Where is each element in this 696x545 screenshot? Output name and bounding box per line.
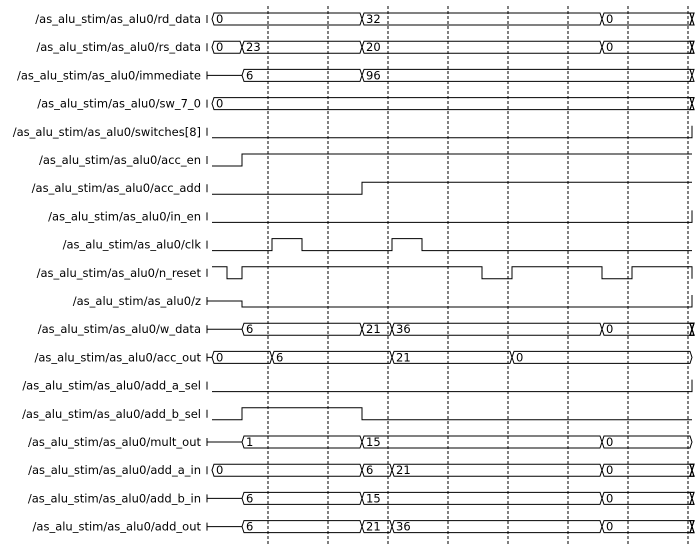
bus-value: 0 [606, 322, 614, 337]
signal-row[interactable] [32, 181, 692, 195]
bus-segment [272, 351, 392, 363]
bus-value: 96 [366, 68, 381, 83]
bus-segment [242, 521, 362, 533]
signal-name[interactable]: /as_alu_stim/as_alu0/w_data [37, 322, 201, 337]
bus-segment [602, 13, 692, 25]
signal-row[interactable] [73, 294, 692, 308]
signal-name[interactable]: /as_alu_stim/as_alu0/z [72, 294, 201, 308]
signal-row[interactable] [17, 68, 694, 82]
signal-row[interactable] [35, 12, 694, 26]
signal-row[interactable] [28, 463, 694, 477]
bus-value: 0 [216, 96, 224, 111]
bus-segment [690, 13, 694, 25]
signal-row[interactable] [22, 379, 692, 393]
signal-row[interactable] [33, 520, 694, 534]
bus-value: 36 [396, 322, 411, 337]
signal-row[interactable] [28, 491, 694, 505]
bus-segment [690, 69, 694, 81]
bit-waveform [212, 267, 692, 279]
bus-value: 0 [216, 350, 224, 365]
signal-row[interactable] [22, 407, 692, 421]
signal-row[interactable] [48, 209, 692, 223]
signal-name[interactable]: /as_alu_stim/as_alu0/rs_data [36, 40, 201, 55]
bus-value: 21 [396, 350, 411, 365]
signal-name[interactable]: /as_alu_stim/as_alu0/acc_out [34, 350, 201, 365]
signal-name[interactable]: /as_alu_stim/as_alu0/acc_en [38, 153, 201, 167]
bus-segment [690, 323, 694, 335]
signal-rows [13, 12, 694, 534]
bus-segment [242, 69, 362, 81]
bus-segment [242, 492, 362, 504]
bus-segment [602, 41, 692, 53]
bus-value: 23 [246, 40, 261, 55]
bus-value: 36 [396, 519, 411, 534]
bus-value: 6 [246, 519, 254, 534]
signal-name[interactable]: /as_alu_stim/as_alu0/sw_7_0 [37, 96, 201, 111]
bus-value: 6 [246, 491, 254, 506]
bus-segment [362, 492, 602, 504]
bus-segment [212, 13, 362, 25]
bus-value: 0 [606, 491, 614, 506]
signal-name[interactable]: /as_alu_stim/as_alu0/n_reset [36, 265, 201, 280]
bus-segment [392, 521, 602, 533]
bus-value: 0 [516, 350, 524, 365]
bit-waveform [212, 210, 692, 222]
signal-row[interactable] [39, 153, 692, 167]
bus-value: 0 [606, 12, 614, 26]
signal-row[interactable] [38, 322, 694, 336]
bus-value: 6 [276, 350, 284, 365]
signal-row[interactable] [34, 350, 692, 364]
bus-segment [690, 98, 694, 110]
bus-value: 0 [606, 463, 614, 478]
bus-segment [602, 521, 692, 533]
signal-row[interactable] [36, 40, 694, 54]
bus-segment [690, 521, 694, 533]
signal-name[interactable]: /as_alu_stim/as_alu0/clk [62, 237, 201, 252]
bus-segment [690, 41, 694, 53]
bus-value: 6 [246, 68, 254, 83]
signal-name[interactable]: /as_alu_stim/as_alu0/rd_data [35, 12, 201, 26]
bus-segment [242, 436, 362, 448]
bus-segment [602, 323, 692, 335]
signal-row[interactable] [13, 125, 692, 139]
signal-row[interactable] [37, 266, 692, 280]
bus-segment [362, 41, 602, 53]
signal-name[interactable]: /as_alu_stim/as_alu0/add_out [32, 519, 201, 534]
bus-segment [602, 492, 692, 504]
signal-name[interactable]: /as_alu_stim/as_alu0/switches[8] [12, 124, 201, 139]
bit-waveform [212, 408, 692, 420]
signal-name[interactable]: /as_alu_stim/as_alu0/add_b_sel [22, 406, 201, 421]
signal-name[interactable]: /as_alu_stim/as_alu0/immediate [16, 68, 201, 83]
bus-segment [362, 69, 692, 81]
signal-name[interactable]: /as_alu_stim/as_alu0/mult_out [27, 435, 201, 449]
bus-value: 6 [246, 322, 254, 337]
bus-segment [242, 323, 362, 335]
bit-waveform [212, 182, 692, 194]
bus-segment [212, 464, 362, 476]
bit-waveform [212, 380, 692, 392]
signal-name[interactable]: /as_alu_stim/as_alu0/in_en [48, 209, 201, 224]
signal-name[interactable]: /as_alu_stim/as_alu0/add_a_sel [22, 378, 201, 393]
bus-segment [690, 492, 694, 504]
bus-segment [212, 98, 692, 110]
bit-waveform [212, 154, 692, 166]
bus-value: 15 [366, 491, 381, 506]
bus-value: 0 [606, 40, 614, 55]
bus-value: 21 [396, 463, 411, 478]
bus-value: 21 [366, 322, 381, 337]
bus-value: 0 [216, 463, 224, 478]
signal-name[interactable]: /as_alu_stim/as_alu0/add_b_in [27, 491, 201, 506]
signal-name[interactable]: /as_alu_stim/as_alu0/add_a_in [28, 463, 201, 478]
signal-row[interactable] [28, 435, 692, 449]
bus-value: 1 [246, 435, 254, 449]
bus-value: 32 [366, 12, 381, 26]
bus-segment [602, 464, 692, 476]
bus-segment [362, 436, 602, 448]
bus-value: 0 [216, 40, 224, 55]
bus-segment [392, 323, 602, 335]
bus-segment [690, 464, 694, 476]
bit-waveform [212, 126, 692, 138]
bus-segment [362, 13, 602, 25]
bus-value: 0 [216, 12, 224, 26]
bus-segment [512, 351, 692, 363]
bus-segment [602, 436, 692, 448]
bus-value: 20 [366, 40, 381, 55]
bus-segment [392, 464, 602, 476]
bus-value: 21 [366, 519, 381, 534]
signal-row[interactable] [37, 97, 694, 111]
signal-row[interactable] [63, 238, 692, 252]
bus-value: 15 [366, 435, 381, 449]
bus-value: 0 [606, 435, 614, 449]
bit-waveform [212, 239, 692, 251]
bit-waveform [207, 295, 692, 307]
bus-value: 0 [606, 519, 614, 534]
signal-name[interactable]: /as_alu_stim/as_alu0/acc_add [31, 181, 201, 196]
bus-value: 6 [366, 463, 374, 478]
